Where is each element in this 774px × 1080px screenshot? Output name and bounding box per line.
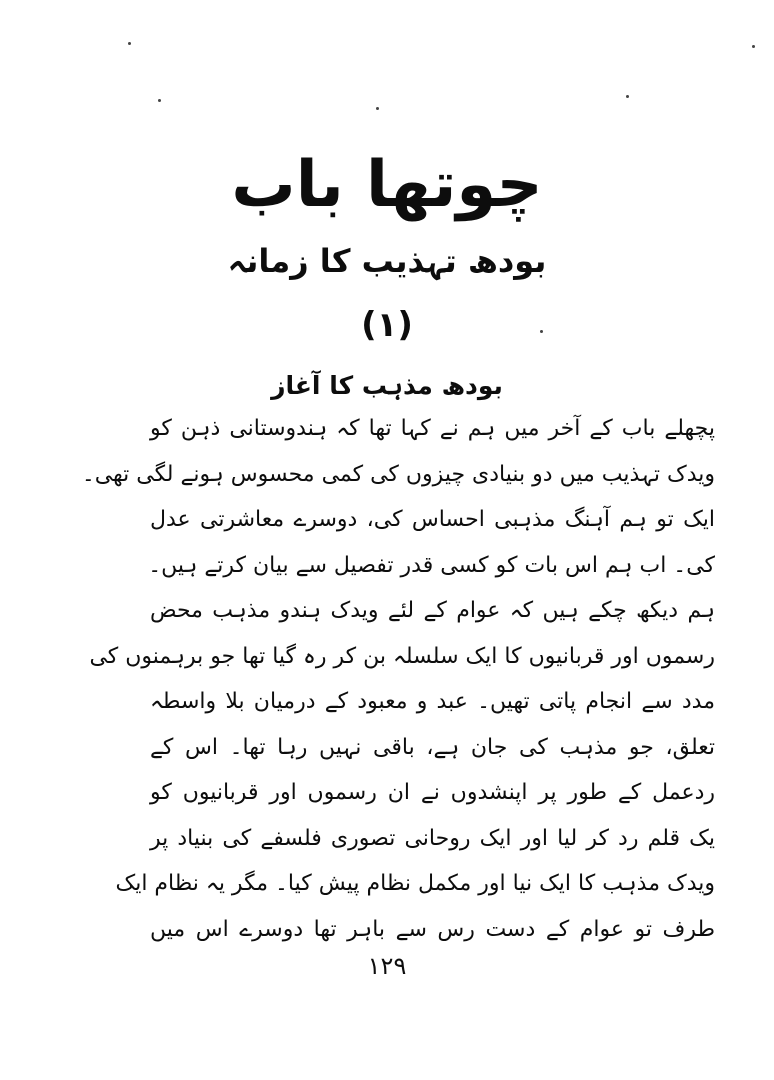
text-line: رسموں اور قربانیوں کا ایک سلسلہ بن کر رہ گیا تھا جو برہمنوں کی xyxy=(89,643,715,669)
scan-speck xyxy=(752,45,755,48)
text-line: ویدک تہذیب میں دو بنیادی چیزوں کی کمی محسوس ہونے لگی تھی۔ xyxy=(81,461,715,487)
chapter-title: چوتھا باب xyxy=(231,148,543,222)
scan-speck xyxy=(376,107,379,110)
text-line: ایک تو ہم آہنگ مذہبی احساس کی، دوسرے معاشرتی عدل xyxy=(150,507,715,532)
text-line: مدد سے انجام پاتی تھیں۔ عبد و معبود کے درمیان بلا واسطہ xyxy=(150,689,715,714)
text-line: کی۔ اب ہم اس بات کو کسی قدر تفصیل سے بیان کرتے ہیں۔ xyxy=(148,552,715,578)
text-line: پچھلے باب کے آخر میں ہم نے کہا تھا کہ ہندوستانی ذہن کو xyxy=(150,416,715,441)
text-line: ویدک مذہب کا ایک نیا اور مکمل نظام پیش کیا۔ مگر یہ نظام ایک xyxy=(115,871,715,896)
text-line: ردعمل کے طور پر اپنشدوں نے ان رسموں اور قربانیوں کو xyxy=(150,780,715,805)
text-line: ہم دیکھ چکے ہیں کہ عوام کے لئے ویدک ہندو مذہب محض xyxy=(150,598,715,623)
text-line: یک قلم رد کر لیا اور ایک روحانی تصوری فلسفے کی بنیاد پر xyxy=(150,825,715,851)
scan-speck xyxy=(626,95,629,98)
section-number: (۱) xyxy=(361,305,413,345)
body-text xyxy=(81,406,715,952)
page-number: ۱۲۹ xyxy=(367,952,407,980)
text-line: تعلق، جو مذہب کی جان ہے، باقی نہیں رہا تھا۔ اس کے xyxy=(150,734,715,760)
scan-speck xyxy=(128,42,131,45)
section-heading: بودھ مذہب کا آغاز xyxy=(271,371,503,400)
text-line: طرف تو عوام کے دست رس سے باہر تھا دوسرے اس میں xyxy=(150,916,715,942)
scan-speck xyxy=(158,99,161,102)
chapter-subtitle: بودھ تہذیب کا زمانہ xyxy=(227,242,547,280)
